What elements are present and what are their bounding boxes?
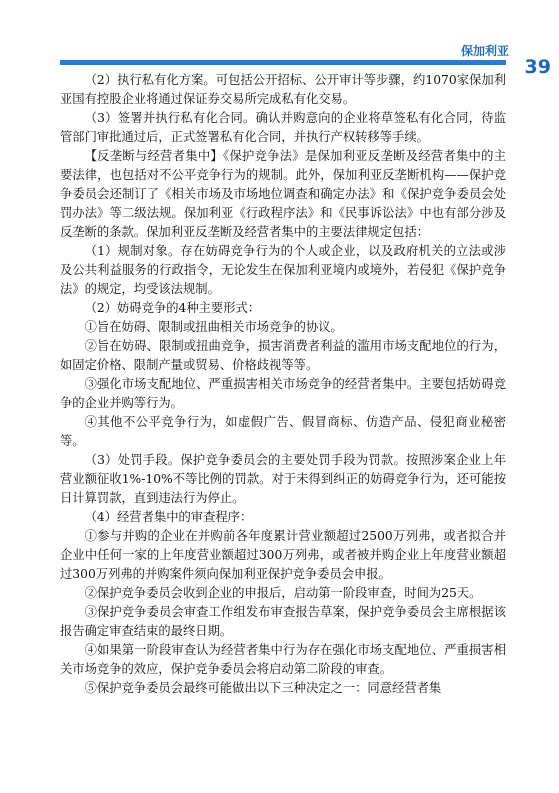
- list-item-final-decision: ⑤保护竞争委员会最终可能做出以下三种决定之一：同意经营者集: [84, 681, 442, 695]
- list-item-unfair-competition: ④其他不公平竞争行为，如虚假广告、假冒商标、仿造产品、侵犯商业秘密等。: [60, 415, 506, 448]
- body-text: [60, 71, 506, 698]
- list-item-agreements: ①旨在妨碍、限制或扭曲相关市场竞争的协议。: [84, 320, 343, 334]
- list-item-phase-two: ④如果第一阶段审查认为经营者集中行为存在强化市场支配地位、严重损害相关市场竞争的效应，保护竞争委员会将启动第二阶段的审查。: [60, 643, 506, 676]
- list-item-review-report: ③保护竞争委员会审查工作组发布审查报告草案，保护竞争委员会主席根据该报告确定审查结束的最终日期。: [60, 605, 506, 638]
- running-header-title: 保加利亚: [460, 44, 509, 58]
- paragraph-privatization-plan: （2）执行私有化方案。可包括公开招标、公开审计等步骤，约1070家保加利亚国有控股企业将通过保证券交易所完成私有化交易。: [60, 73, 506, 106]
- header-rule: [60, 60, 506, 65]
- paragraph-review-procedure-heading: （4）经营者集中的审查程序：: [84, 510, 253, 524]
- page-number: 39: [524, 56, 551, 78]
- paragraph-privatization-contract: （3）签署并执行私有化合同。确认并购意向的企业将草签私有化合同，待监管部门审批通过后，正式签署私有化合同，并执行产权转移等手续。: [60, 111, 506, 144]
- paragraph-penalties: （3）处罚手段。保护竞争委员会的主要处罚手段为罚款。按照涉案企业上年营业额征收1%-10%不等比例的罚款。对于未得到纠正的妨碍竞争行为，还可能按日计算罚款，直到违法行为停止。: [60, 453, 506, 505]
- paragraph-antitrust-intro: 【反垄断与经营者集中】《保护竞争法》是保加利亚反垄断及经营者集中的主要法律，也包括对不公平竞争行为的规制。此外，保加利亚反垄断机构——保护竞争委员会还制订了《相关市场及市场地位调查和确定办法》和《保护竞争委员会处罚办法》等二级法规。保加利亚《行政程序法》和《民事诉讼法》中也有部分涉及反垄断的条款。保加利亚反垄断及经营者集中的主要法律规定包括：: [60, 149, 506, 239]
- list-item-concentration: ③强化市场支配地位、严重损害相关市场竞争的经营者集中。主要包括妨碍竞争的企业并购等行为。: [60, 377, 506, 410]
- paragraph-four-forms-heading: （2）妨碍竞争的4种主要形式：: [84, 301, 261, 315]
- list-item-abuse-dominance: ②旨在妨碍、限制或扭曲竞争，损害消费者利益的滥用市场支配地位的行为，如固定价格、限制产量或贸易、价格歧视等等。: [60, 339, 506, 372]
- list-item-phase-one: ②保护竞争委员会收到企业的申报后，启动第一阶段审查，时间为25天。: [84, 586, 482, 600]
- list-item-filing-thresholds: ①参与并购的企业在并购前各年度累计营业额超过2500万列弗，或者拟合并企业中任何一家的上年度营业额超过300万列弗，或者被并购企业上年度营业额超过300万列弗的并购案件须向保加利亚保护竞争委员会申报。: [60, 529, 506, 581]
- paragraph-regulated-subjects: （1）规制对象。存在妨碍竞争行为的个人或企业，以及政府机关的立法或涉及公共利益服务的行政指令，无论发生在保加利亚境内或境外，若侵犯《保护竞争法》的规定，均受该法规制。: [60, 244, 506, 296]
